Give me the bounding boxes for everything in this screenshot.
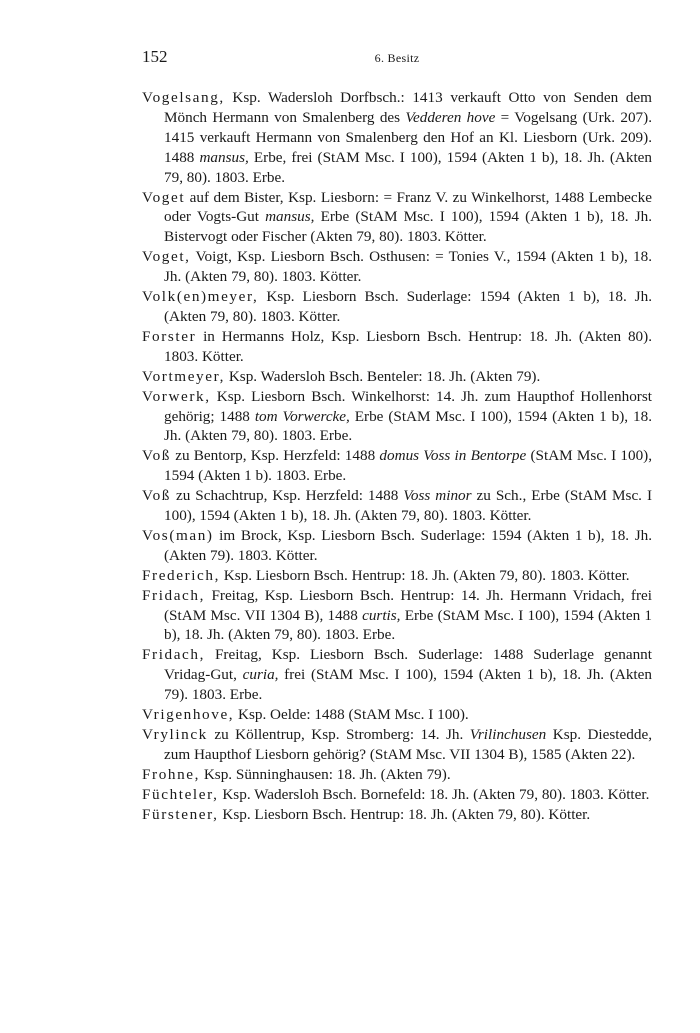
- entry-text: zu Bentorp, Ksp. Herzfeld: 1488: [171, 447, 380, 465]
- entry-headword: Vrylinck: [142, 726, 208, 743]
- register-entry: [142, 805, 652, 825]
- entry-latin-term: Vrilinchusen: [469, 726, 547, 743]
- entry-text: Ksp. Sünninghausen: 18. Jh. (Akten 79).: [200, 765, 451, 783]
- register-entry: [142, 327, 652, 367]
- entry-text: Freitag, Ksp. Liesborn Bsch. Hentrup: 14. Jh. Hermann Vridach, frei (StAM Msc. VII 1304 B), 1488: [164, 586, 652, 624]
- entry-latin-term: Voss minor: [403, 487, 472, 505]
- register-entry: [142, 765, 652, 785]
- register-entry: [142, 287, 652, 327]
- entry-text: Ksp. Liesborn Bsch. Hentrup: 18. Jh. (Akten 79, 80). 1803. Kötter.: [220, 566, 630, 584]
- entry-text: Ksp. Wadersloh Bsch. Benteler: 18. Jh. (Akten 79).: [225, 367, 541, 385]
- entry-headword: Volk(en)meyer,: [142, 288, 259, 306]
- register-entry: [142, 645, 652, 705]
- page-number: 152: [142, 47, 168, 66]
- entry-headword: Frohne,: [142, 765, 201, 783]
- running-head: 6. Besitz: [374, 51, 420, 65]
- entry-text: Ksp. Wadersloh Dorfbsch.: 1413 verkauft Otto von Senden dem Mönch Hermann von Smalenberg des: [164, 89, 652, 126]
- entry-headword: Füchteler,: [142, 785, 219, 803]
- register-entry: [142, 188, 652, 248]
- page-header: [142, 47, 652, 69]
- entry-text: auf dem Bister, Ksp. Liesborn: = Franz V. zu Winkelhorst, 1488 Lembecke oder Vogts-Gut: [164, 188, 652, 226]
- entry-text: (StAM Msc. I 100), 1594 (Akten 1 b). 1803. Erbe.: [164, 447, 653, 485]
- register-entry: [142, 446, 652, 486]
- entry-text: Erbe, frei (StAM Msc. I 100), 1594 (Akten 1 b), 18. Jh. (Akten 79, 80). 1803. Erbe.: [164, 148, 652, 186]
- entry-text: Erbe (StAM Msc. I 100), 1594 (Akten 1 b), 18. Jh. Bistervogt oder Fischer (Akten 79, 80). 1803. Kötter.: [164, 208, 652, 246]
- register-entry: [142, 367, 652, 387]
- entry-list: [142, 88, 652, 825]
- entry-text: Ksp. Oelde: 1488 (StAM Msc. I 100).: [234, 706, 469, 724]
- entry-text: im Brock, Ksp. Liesborn Bsch. Suderlage: 1594 (Akten 1 b), 18. Jh. (Akten 79). 1803. Kötter.: [164, 526, 652, 564]
- entry-text: Erbe (StAM Msc. I 100), 1594 (Akten 1 b), 18. Jh. (Akten 79, 80). 1803. Erbe.: [164, 407, 652, 445]
- entry-headword: Voß: [142, 447, 171, 465]
- register-entry: [142, 586, 652, 646]
- register-entry: [142, 387, 652, 447]
- entry-headword: Fridach,: [142, 586, 205, 604]
- entry-headword: Forster: [142, 327, 197, 345]
- register-entry: [142, 88, 652, 188]
- entry-text: zu Schachtrup, Ksp. Herzfeld: 1488: [171, 487, 404, 505]
- entry-text: Erbe (StAM Msc. I 100), 1594 (Akten 1 b), 18. Jh. (Akten 79, 80). 1803. Erbe.: [164, 606, 652, 644]
- entry-latin-term: mansus,: [265, 208, 315, 226]
- register-entry: [142, 566, 652, 586]
- entry-text: Freitag, Ksp. Liesborn Bsch. Suderlage: 1488 Suderlage genannt Vridag-Gut,: [164, 646, 652, 684]
- entry-text: Voigt, Ksp. Liesborn Bsch. Osthusen: = Tonies V., 1594 (Akten 1 b), 18. Jh. (Akten 79, 80). 1803. Kötter.: [164, 248, 652, 286]
- register-entry: [142, 705, 652, 725]
- entry-text: Ksp. Liesborn Bsch. Hentrup: 18. Jh. (Akten 79, 80). Kötter.: [218, 805, 591, 823]
- entry-latin-term: Vedderen hove: [405, 108, 496, 126]
- register-entry: [142, 785, 652, 805]
- entry-text: Ksp. Liesborn Bsch. Winkelhorst: 14. Jh. zum Haupthof Hollenhorst gehörig; 1488: [164, 387, 652, 425]
- entry-latin-term: curia,: [242, 666, 279, 684]
- entry-text: in Hermanns Holz, Ksp. Liesborn Bsch. Hentrup: 18. Jh. (Akten 80). 1803. Kötter.: [164, 327, 652, 365]
- entry-text: Ksp. Liesborn Bsch. Suderlage: 1594 (Akten 1 b), 18. Jh. (Akten 79, 80). 1803. Kötter.: [164, 288, 652, 325]
- entry-text: = Vogelsang (Urk. 207). 1415 verkauft Hermann von Smalenberg den Hof an Kl. Liesborn (Urk. 209). 1488: [164, 108, 652, 166]
- entry-headword: Vortmeyer,: [142, 367, 226, 385]
- register-entry: [142, 486, 652, 526]
- entry-latin-term: curtis,: [362, 606, 401, 624]
- entry-headword: Fürstener,: [142, 805, 219, 823]
- entry-latin-term: tom Vorwercke,: [254, 407, 350, 425]
- entry-text: zu Köllentrup, Ksp. Stromberg: 14. Jh.: [207, 726, 470, 743]
- entry-headword: Vos(man): [142, 526, 214, 544]
- entry-headword: Fridach,: [142, 646, 205, 664]
- entry-latin-term: domus Voss in Bentorpe: [379, 447, 527, 465]
- entry-text: zu Sch., Erbe (StAM Msc. I 100), 1594 (Akten 1 b), 18. Jh. (Akten 79, 80). 1803. Kötter.: [164, 487, 653, 525]
- entry-headword: Frederich,: [142, 566, 220, 584]
- entry-text: Ksp. Diestedde, zum Haupthof Liesborn gehörig? (StAM Msc. VII 1304 B), 1585 (Akten 22).: [164, 726, 652, 763]
- register-entry: [142, 725, 652, 765]
- entry-headword: Voß: [142, 487, 171, 505]
- entry-headword: Vrigenhove,: [142, 706, 235, 724]
- entry-text: Ksp. Wadersloh Bsch. Bornefeld: 18. Jh. (Akten 79, 80). 1803. Kötter.: [218, 785, 650, 803]
- entry-headword: Voget: [142, 188, 186, 206]
- entry-headword: Vorwerk,: [142, 387, 211, 405]
- entry-headword: Vogelsang,: [142, 89, 225, 106]
- register-entry: [142, 526, 652, 566]
- entry-latin-term: mansus,: [199, 148, 249, 166]
- entry-headword: Voget,: [142, 248, 191, 266]
- entry-text: frei (StAM Msc. I 100), 1594 (Akten 1 b), 18. Jh. (Akten 79). 1803. Erbe.: [164, 666, 652, 704]
- register-entry: [142, 247, 652, 287]
